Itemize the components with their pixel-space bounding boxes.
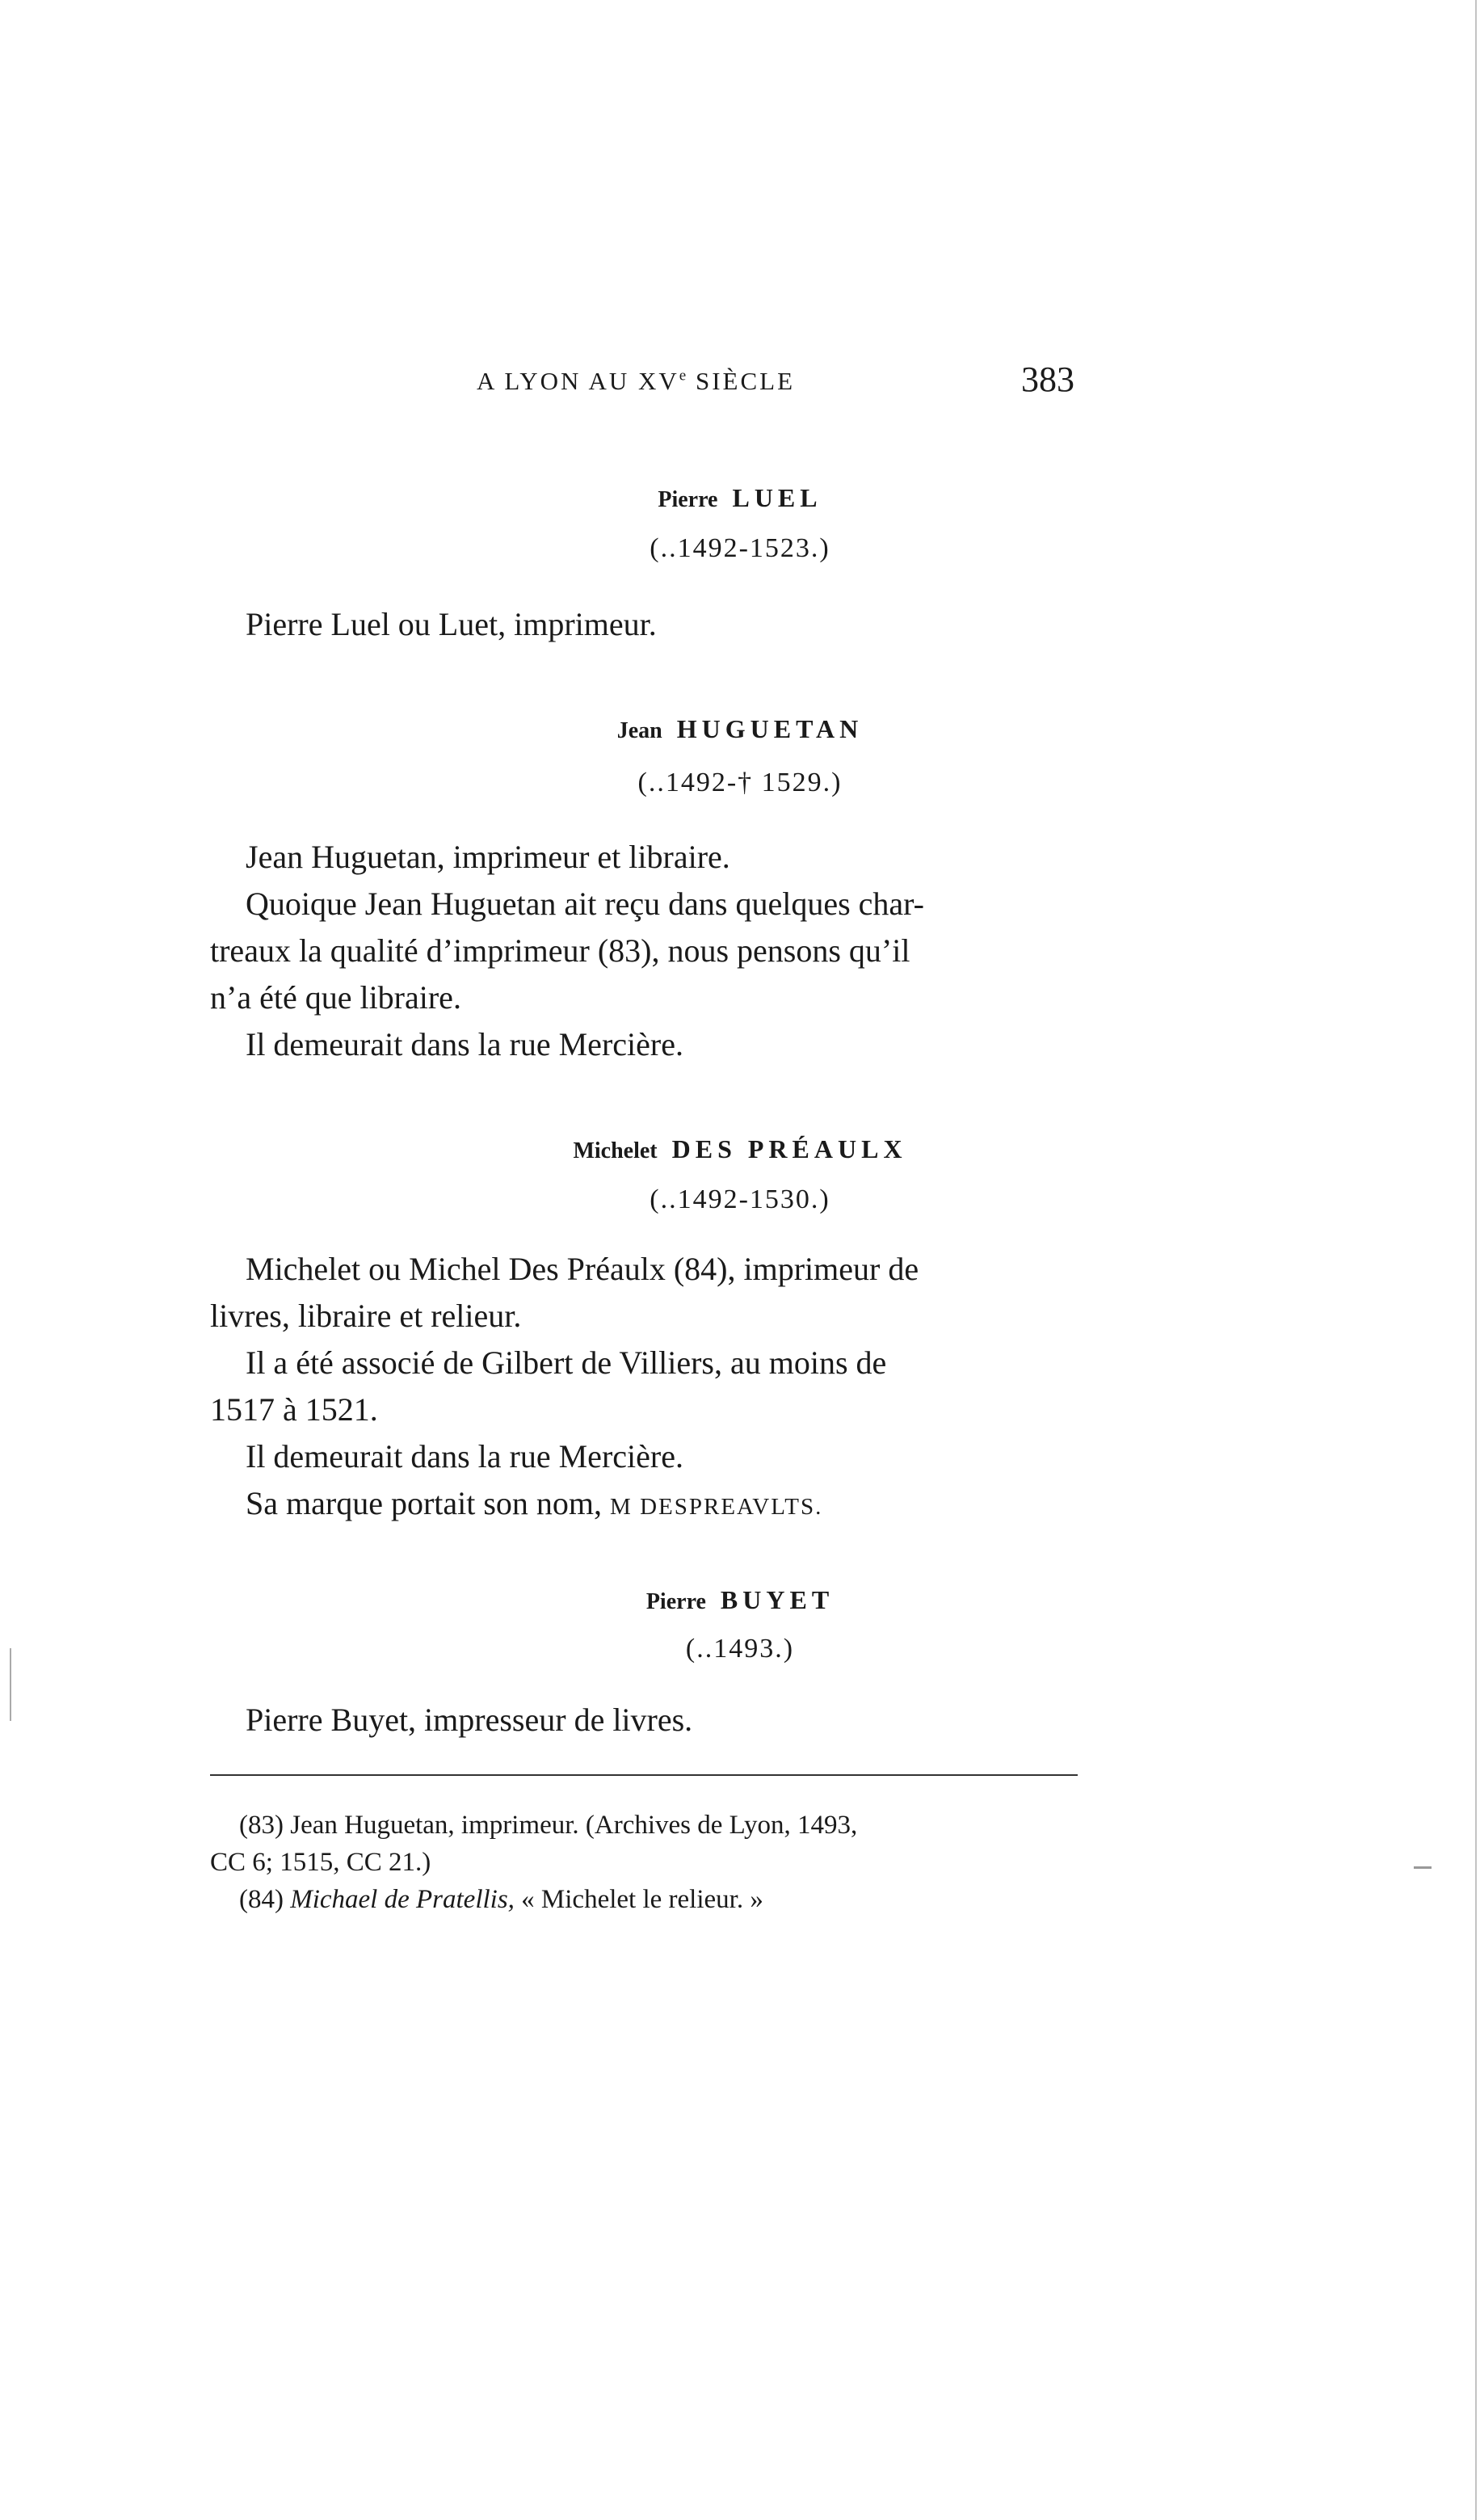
entry-name: Pierre LUEL: [658, 483, 822, 512]
scan-margin-mark: [1414, 1866, 1432, 1869]
page-header: [477, 359, 1074, 407]
entry-name: Pierre BUYET: [645, 1585, 835, 1614]
page-number: 383: [1021, 360, 1074, 399]
footnote-83-cont: CC 6; 1515, CC 21.): [210, 1848, 431, 1877]
footnote-84: (84) Michael de Pratellis, « Michelet le relieur. »: [239, 1885, 763, 1914]
running-title: A LYON AU XVe SIÈCLE: [477, 367, 796, 395]
footnote-rule: [210, 1774, 1078, 1776]
scan-edge-line: [1475, 0, 1477, 2520]
scan-margin-mark: [10, 1648, 11, 1721]
entry-dates: (..1493.): [685, 1634, 795, 1664]
footnote-83: (83) Jean Huguetan, imprimeur. (Archives de Lyon, 1493,: [239, 1811, 858, 1840]
entry-text: Jean Huguetan, imprimeur et libraire. Quoique Jean Huguetan ait reçu dans quelques char- treaux la qualité d’imprimeur (83), nous pensons qu’il n’a été que libraire. Il demeurait dans la rue Mercière.: [210, 839, 924, 1062]
entry-text: Pierre Luel ou Luet, imprimeur.: [246, 606, 657, 642]
entry-dates: (..1492-1530.): [650, 1184, 830, 1214]
footnotes: [210, 1807, 1078, 1918]
entry-name: Michelet DES PRÉAULX: [573, 1134, 907, 1163]
entry-text: Michelet ou Michel Des Préaulx (84), imprimeur de livres, libraire et relieur. Il a été associé de Gilbert de Villiers, au moins de 1517 à 1521. Il demeurait dans la rue Mercière. Sa marque portait son nom, M DESPREAVLTS.: [210, 1251, 919, 1521]
entry-name: Jean HUGUETAN: [616, 714, 864, 743]
entry-text: Pierre Buyet, impresseur de livres.: [246, 1702, 693, 1738]
entry-dates: (..1492-1523.): [650, 533, 830, 563]
printer-mark: M DESPREAVLTS.: [610, 1494, 823, 1520]
entry-dates: (..1492-† 1529.): [637, 768, 843, 797]
